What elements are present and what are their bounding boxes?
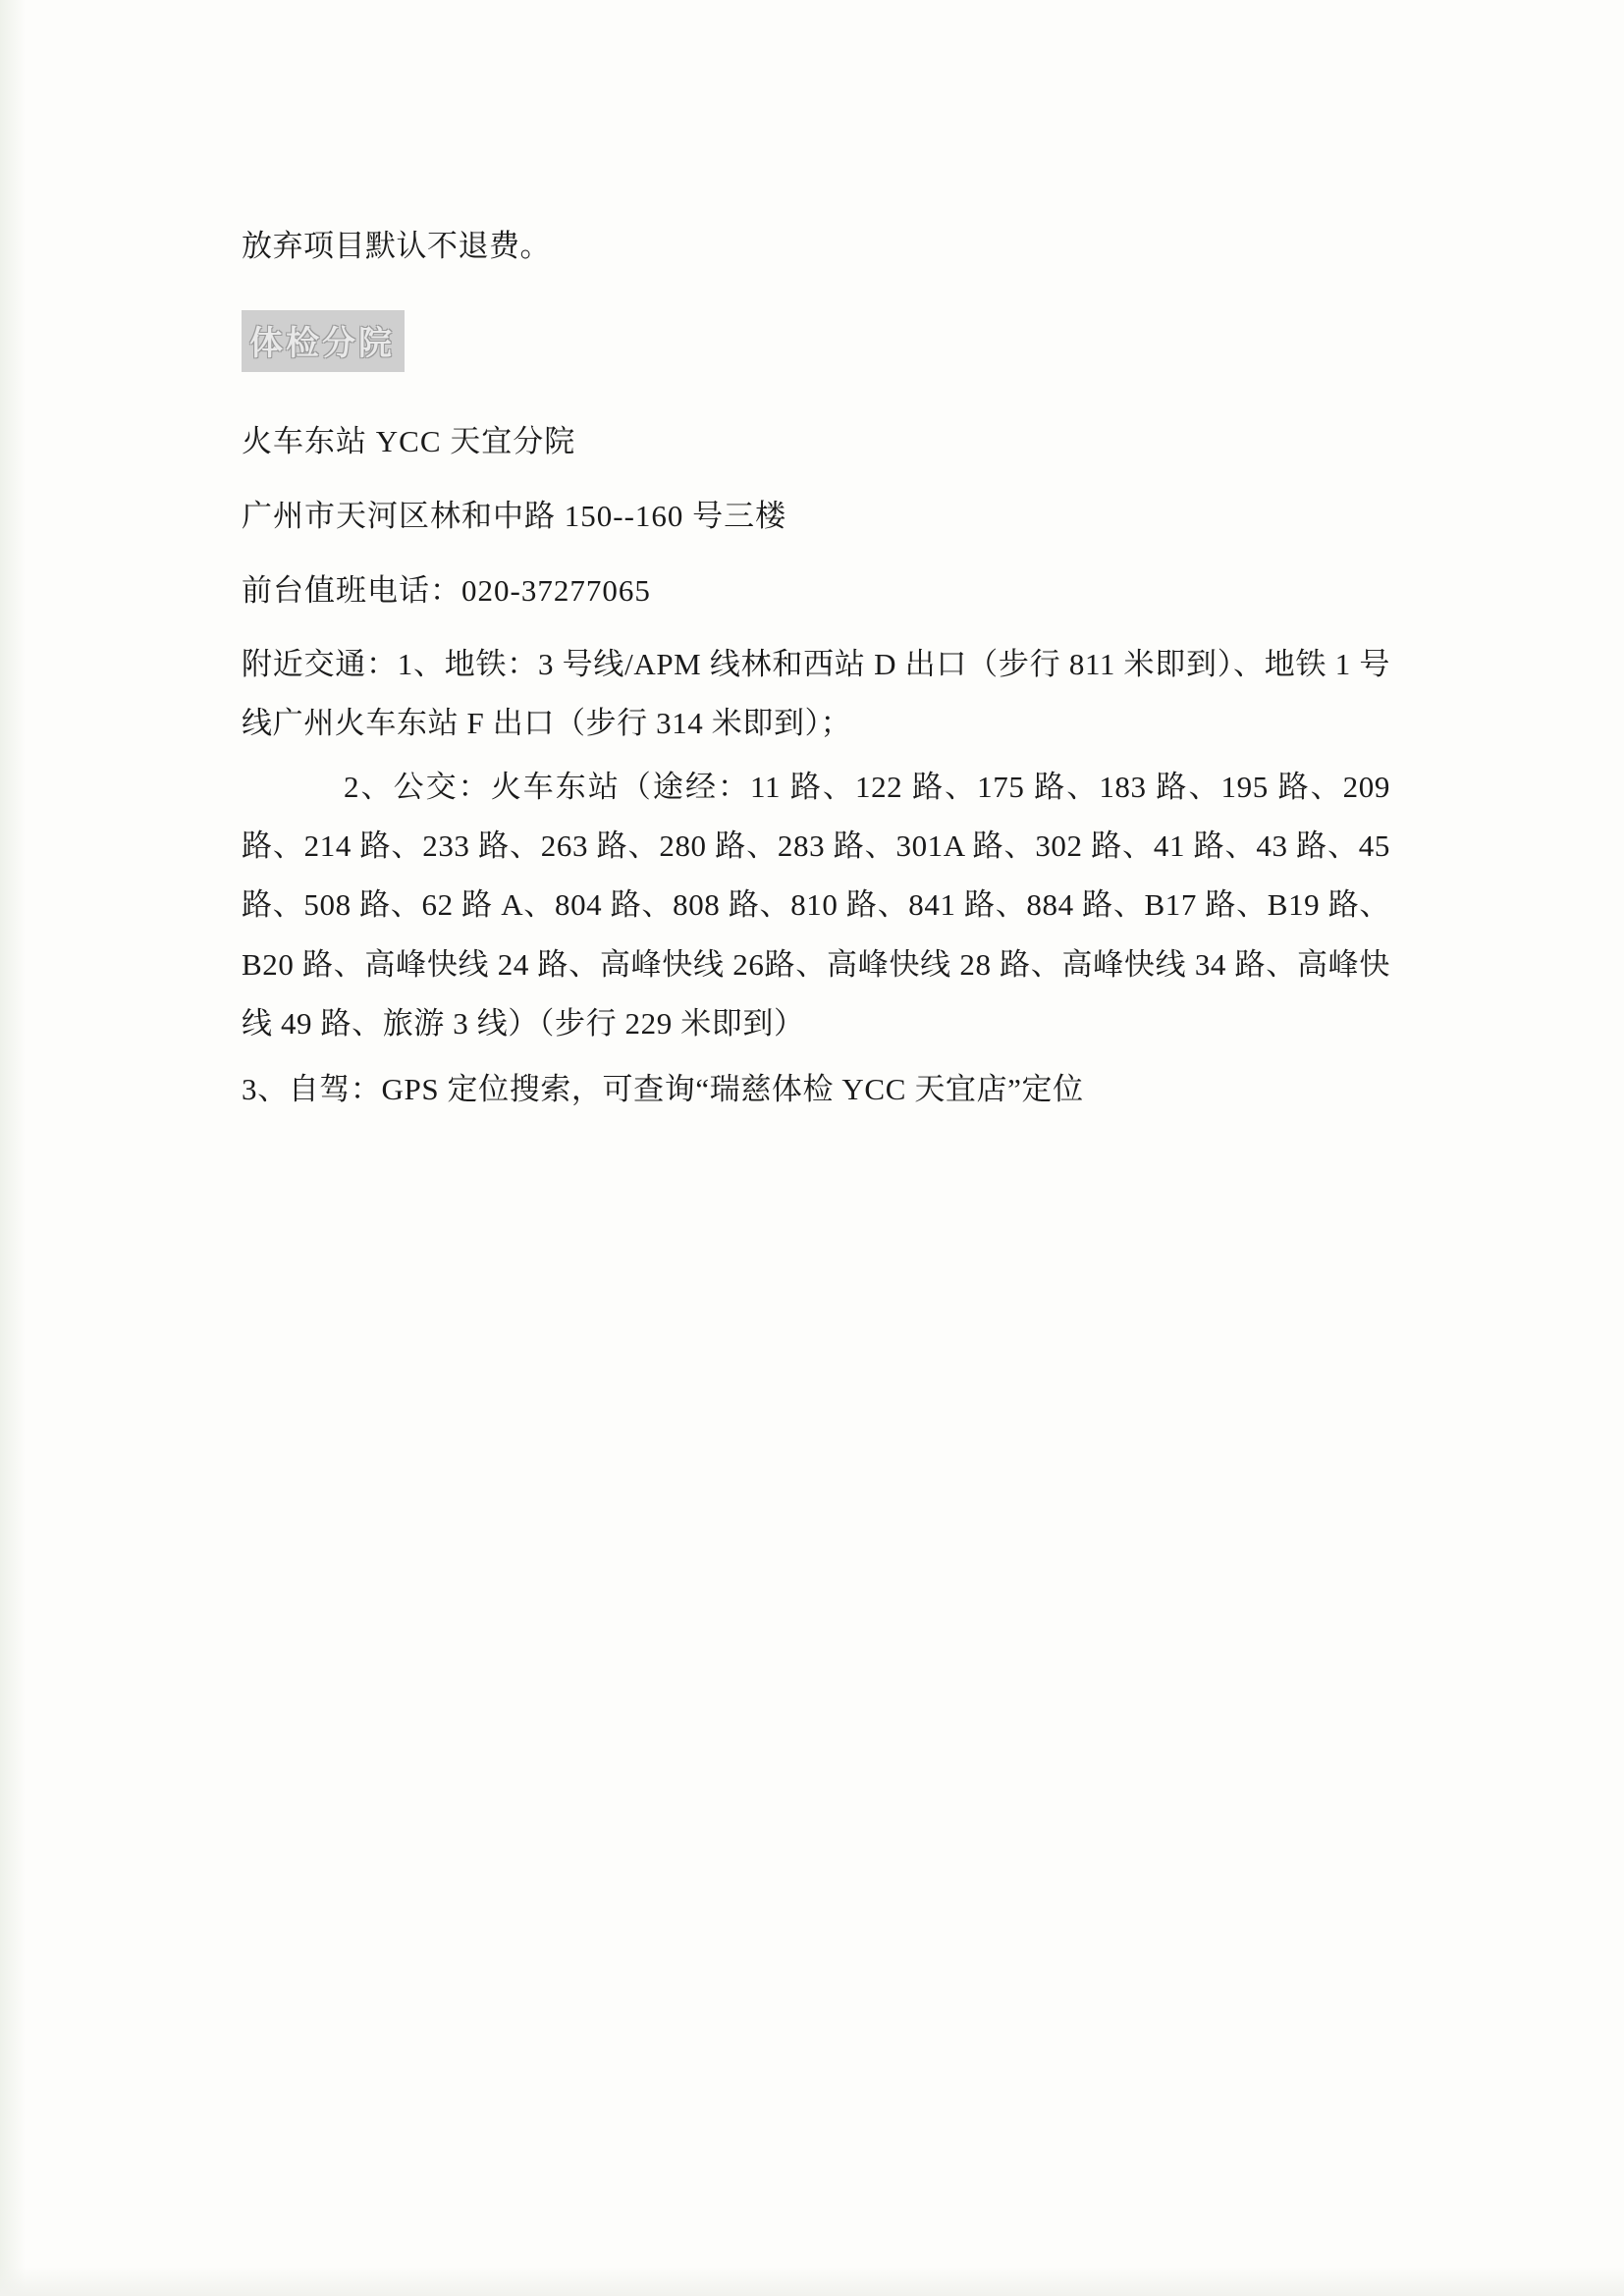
scan-edge-shading-bottom	[0, 2267, 1624, 2296]
transport-metro-text: 1、地铁：3 号线/APM 线林和西站 D 出口（步行 811 米即到）、地铁 1 号线广州火车东站 F 出口（步行 314 米即到）；	[242, 646, 1390, 741]
transport-driving-text: 3、自驾：GPS 定位搜索，可查询“瑞慈体检 YCC 天宜店”定位	[242, 1071, 1084, 1106]
section-heading-medical-branch: 体检分院	[242, 310, 405, 372]
scan-edge-shading-left	[0, 0, 26, 2296]
refund-policy-line: 放弃项目默认不退费。	[242, 229, 551, 263]
branch-address: 广州市天河区林和中路 150--160 号三楼	[242, 498, 787, 533]
front-desk-phone: 前台值班电话：020-37277065	[242, 572, 651, 608]
nearby-transport-label: 附近交通：	[242, 646, 398, 681]
transport-bus-text: 2、公交：火车东站（途经：11 路、122 路、175 路、183 路、195 路、209 路、214 路、233 路、263 路、280 路、283 路、301A 路、302 路、41 路、43 路、45 路、508 路、62 路 A、804 路、808 路、810 路、841 路、884 路、B17 路、B19 路、B20 路、高峰快线 24 路、高峰快线 26路、高峰快线 28 路、高峰快线 34 路、高峰快线 49 路、旅游 3 线）（步行 229 米即到）	[242, 769, 1390, 1041]
nearby-transport-metro-paragraph	[242, 635, 1390, 754]
document-content	[242, 218, 1390, 1125]
branch-name: 火车东站 YCC 天宜分院	[242, 423, 576, 458]
section-heading-wrap	[242, 310, 1390, 372]
